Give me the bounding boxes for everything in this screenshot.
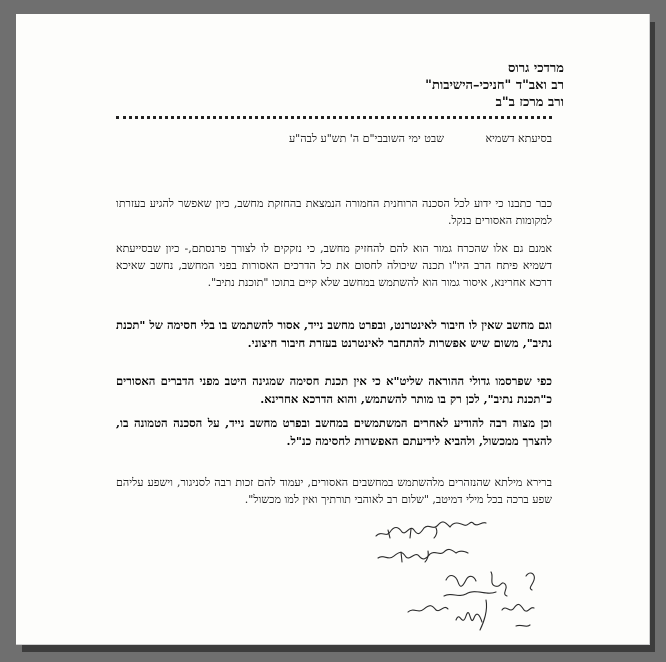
paragraph-5: וכן מצוה רבה להודיע לאחרים המשתמשים במחשב ובפרט מחשב נייד, על הסכנה הטמונה בו, להצרך ממכשול, ולהביא לידיעתם האפשרות לחסימה כנ"ל. <box>116 416 552 448</box>
paragraph-2: אמנם גם אלו שהכרח גמור הוא להם להחזיק מחשב, כי נזקקים לו לצורך פרנסתם,- כיון שבסייעתא דשמיא פיתח הרב היו"ו תכנה שיכולה לחסום את כל הדרכים האסורות בפני המחשב, נחשב שאיכא דרכא אחרינא, איסור גמור הוא להשתמש במחשב שלא קיים בתוכו "תוכנת נתיב". <box>116 242 552 289</box>
letterhead-name: מרדכי גרוס <box>507 61 564 76</box>
paragraph-1: כבר כתבנו כי ידוע לכל הסכנה הרוחנית החמורה הנמצאת בהחזקת מחשב, כיון שאפשר להגיע בעזרתו למקומות האסורים בנקל. <box>116 197 552 227</box>
handwritten-signatures <box>16 14 649 644</box>
document-page <box>16 14 650 645</box>
letter-date: שבט ימי השובבי"ם ה' תש"ע לבה"ע <box>288 132 444 145</box>
letterhead-subtitle: ורב מרכז ב"ב <box>495 95 564 110</box>
paragraph-6: ברירא מילתא שהנזהרים מלהשתמש במחשבים האסורים, יעמוד להם זכות רבה לסניגור, וישפע עליהם שפע ברכה בכל מילי דמיטב, "שלום רב לאוהבי תורתיך ואין למו מכשול". <box>116 476 552 506</box>
opening-phrase: בסיעתא דשמיא <box>485 132 552 145</box>
paragraph-3: וגם מחשב שאין לו חיבור לאינטרנט, ובפרט מחשב נייד, אסור להשתמש בו בלי חסימה של "תכנת נתיב", משום שיש אפשרות להתחבר לאינטרנט בעזרת חיבור חיצוני. <box>116 318 552 350</box>
paragraph-4: כפי שפרסמו גדולי ההוראה שליט"א כי אין תכנת חסימה שמגינה היטב מפני הדברים האסורים כ"תכנת נתיב", לכן רק בו מותר להשתמש, והוא הדרכא אחרינא. <box>116 374 552 406</box>
letterhead-title: רב ואב"ד "חניכי–הישיבות" <box>425 78 564 93</box>
